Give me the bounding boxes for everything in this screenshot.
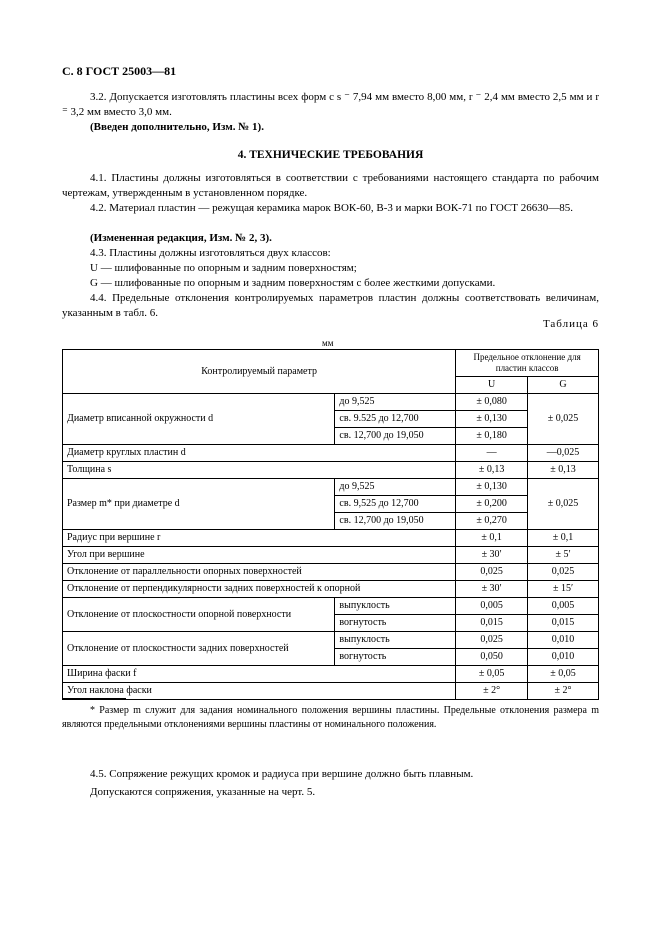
value-g: ± 15′	[528, 581, 599, 598]
paragraph-4-1: 4.1. Пластины должны изготовляться в соответствии с требованиями настоящего стандарта по рабочим чертежам, утвержденным в установленном порядке.	[62, 172, 599, 199]
header-class-u: U	[456, 377, 528, 394]
page-header: С. 8 ГОСТ 25003—81	[62, 64, 177, 78]
row-chamfer-width: Ширина фаски f	[63, 666, 456, 683]
paragraph-3-2: 3.2. Допускается изготовлять пластины всех форм с s ⁻ 7,94 мм вместо 8,00 мм, r ⁻ 2,4 мм вместо 2,5 мм и r ⁼ 3,2 мм вместо 3,0 мм.	[62, 91, 599, 118]
value-u: ± 0,130	[456, 411, 528, 428]
value-g: —0,025	[528, 445, 599, 462]
row-tip-radius: Радиус при вершине r	[63, 530, 456, 547]
value-g: ± 0,025	[528, 394, 599, 445]
value-g: 0,010	[528, 632, 599, 649]
value-g: ± 5′	[528, 547, 599, 564]
value-u: ± 30′	[456, 581, 528, 598]
table-row	[63, 564, 599, 581]
cell-text: Диаметр вписанной окружности d	[67, 413, 214, 424]
row-tip-angle: Угол при вершине	[63, 547, 456, 564]
row-chamfer-angle: Угол наклона фаски	[63, 683, 456, 700]
subrange-cell: вогнутость	[335, 649, 456, 666]
subrange-cell: до 9,525	[335, 479, 456, 496]
value-u: ± 0,13	[456, 462, 528, 479]
row-round-diameter: Диаметр круглых пластин d	[63, 445, 456, 462]
tolerance-table	[62, 349, 599, 700]
value-g: ± 0,05	[528, 666, 599, 683]
value-u: 0,005	[456, 598, 528, 615]
value-g: 0,025	[528, 564, 599, 581]
table-row	[63, 581, 599, 598]
table-row	[63, 530, 599, 547]
footnote-separator	[62, 698, 126, 699]
value-u: ± 0,080	[456, 394, 528, 411]
value-g: ± 2°	[528, 683, 599, 700]
row-base-flatness: Отклонение от плоскостности опорной поверхности	[63, 598, 335, 632]
value-u: ± 0,270	[456, 513, 528, 530]
subrange-cell: св. 12,700 до 19,050	[335, 428, 456, 445]
row-perpendicularity: Отклонение от перпендикулярности задних поверхностей к опорной	[63, 581, 456, 598]
row-back-flatness: Отклонение от плоскостности задних поверхностей	[63, 632, 335, 666]
table-unit: мм	[322, 338, 334, 348]
header-parameter: Контролируемый параметр	[63, 350, 456, 394]
value-u: 0,025	[456, 632, 528, 649]
table-header-row	[63, 350, 599, 377]
value-u: ± 0,1	[456, 530, 528, 547]
value-u: ± 2°	[456, 683, 528, 700]
subrange-cell: выпуклость	[335, 632, 456, 649]
subrange-cell: вогнутость	[335, 615, 456, 632]
paragraph-4-4: 4.4. Предельные отклонения контролируемых параметров пластин должны соответствовать величинам, указанным в табл. 6.	[62, 292, 599, 319]
class-g-definition: G — шлифованные по опорным и задним поверхностям с более жесткими допусками.	[90, 277, 496, 289]
table-row	[63, 462, 599, 479]
paragraph-4-5: 4.5. Сопряжение режущих кромок и радиуса при вершине должно быть плавным.	[90, 768, 474, 780]
value-u: ± 0,180	[456, 428, 528, 445]
subrange-cell: св. 9.525 до 12,700	[335, 411, 456, 428]
footnote: * Размер m служит для задания номинального положения вершины пластины. Предельные отклонения размера m являются предельными отклонениями вершины пластины от номинального положения.	[62, 705, 599, 730]
amendment-note-2: (Измененная редакция, Изм. № 2, 3).	[90, 232, 272, 244]
table-caption: Таблица 6	[542, 318, 599, 330]
header-class-g: G	[528, 377, 599, 394]
value-u: 0,025	[456, 564, 528, 581]
paragraph-4-5-cont: Допускаются сопряжения, указанные на черт. 5.	[90, 786, 316, 798]
table-row	[63, 632, 599, 649]
value-u: ± 0,05	[456, 666, 528, 683]
table-row	[63, 683, 599, 700]
table-row	[63, 547, 599, 564]
row-inscribed-diameter	[63, 394, 335, 445]
table-row	[63, 445, 599, 462]
value-g: ± 0,13	[528, 462, 599, 479]
table-row	[63, 598, 599, 615]
row-parallelism: Отклонение от параллельности опорных поверхностей	[63, 564, 456, 581]
header-deviation: Предельное отклонение для пластин классов	[456, 350, 599, 377]
table-row	[63, 479, 599, 496]
class-u-definition: U — шлифованные по опорным и задним поверхностям;	[90, 262, 357, 274]
value-u: ± 0,130	[456, 479, 528, 496]
paragraph-4-3: 4.3. Пластины должны изготовляться двух классов:	[90, 247, 331, 259]
row-size-m: Размер m* при диаметре d	[63, 479, 335, 530]
amendment-note-1: (Введен дополнительно, Изм. № 1).	[90, 121, 264, 133]
value-u: ± 0,200	[456, 496, 528, 513]
paragraph-4-2: 4.2. Материал пластин — режущая керамика марок ВОК-60, В-3 и марки ВОК-71 по ГОСТ 26630—85.	[90, 202, 573, 214]
value-g: ± 0,025	[528, 479, 599, 530]
value-g: ± 0,1	[528, 530, 599, 547]
table-row	[63, 394, 599, 411]
subrange-cell: выпуклость	[335, 598, 456, 615]
value-g: 0,015	[528, 615, 599, 632]
value-u: 0,015	[456, 615, 528, 632]
subrange-cell: св. 9,525 до 12,700	[335, 496, 456, 513]
section-title: 4. ТЕХНИЧЕСКИЕ ТРЕБОВАНИЯ	[237, 149, 424, 161]
table-row	[63, 666, 599, 683]
value-u: ± 30′	[456, 547, 528, 564]
value-u: 0,050	[456, 649, 528, 666]
subrange-cell: св. 12,700 до 19,050	[335, 513, 456, 530]
value-u: —	[456, 445, 528, 462]
value-g: 0,010	[528, 649, 599, 666]
row-thickness: Толщина s	[63, 462, 456, 479]
subrange-cell: до 9,525	[335, 394, 456, 411]
value-g: 0,005	[528, 598, 599, 615]
